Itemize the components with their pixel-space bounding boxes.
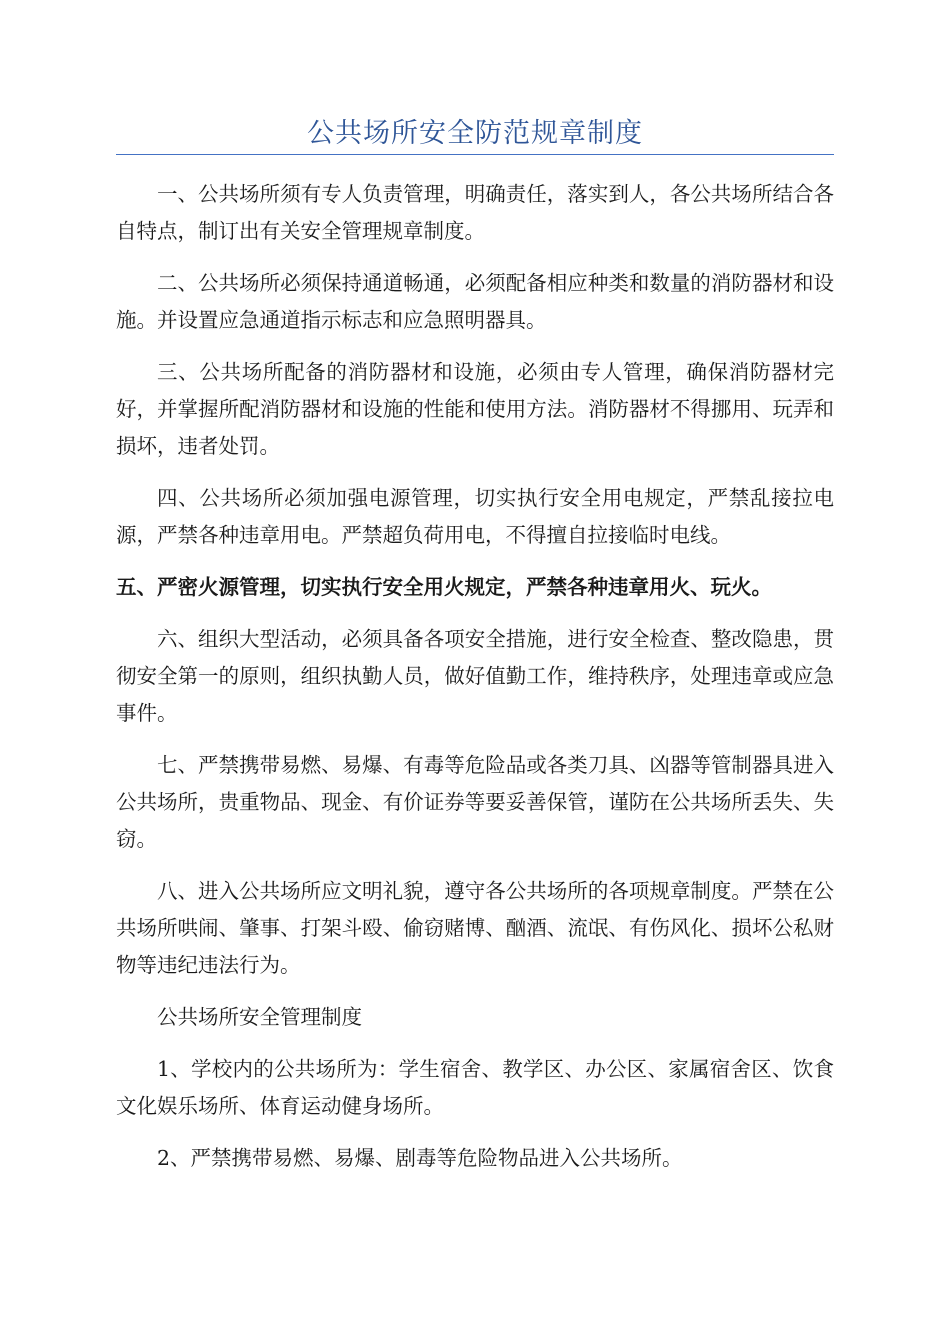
document-title: 公共场所安全防范规章制度 xyxy=(307,118,643,149)
section-heading: 公共场所安全管理制度 xyxy=(157,1005,362,1029)
paragraph-7: 七、严禁携带易燃、易爆、有毒等危险品或各类刀具、凶器等管制器具进入公共场所，贵重物品、现金、有价证券等要妥善保管，谨防在公共场所丢失、失窃。 xyxy=(116,753,834,851)
paragraph-6: 六、组织大型活动，必须具备各项安全措施，进行安全检查、整改隐患，贯彻安全第一的原则，组织执勤人员，做好值勤工作，维持秩序，处理违章或应急事件。 xyxy=(116,627,834,725)
rule-item-2: 2、严禁携带易燃、易爆、剧毒等危险物品进入公共场所。 xyxy=(157,1146,683,1170)
paragraph-4: 四、公共场所必须加强电源管理，切实执行安全用电规定，严禁乱接拉电源，严禁各种违章用电。严禁超负荷用电，不得擅自拉接临时电线。 xyxy=(116,486,834,547)
paragraph-3: 三、公共场所配备的消防器材和设施，必须由专人管理，确保消防器材完好，并掌握所配消防器材和设施的性能和使用方法。消防器材不得挪用、玩弄和损坏，违者处罚。 xyxy=(116,360,834,458)
document-body xyxy=(116,176,834,1192)
title-underline xyxy=(116,154,834,155)
paragraph-2: 二、公共场所必须保持通道畅通，必须配备相应种类和数量的消防器材和设施。并设置应急通道指示标志和应急照明器具。 xyxy=(116,271,834,332)
paragraph-8: 八、进入公共场所应文明礼貌，遵守各公共场所的各项规章制度。严禁在公共场所哄闹、肇事、打架斗殴、偷窃赌博、酗酒、流氓、有伤风化、损坏公私财物等违纪违法行为。 xyxy=(116,879,834,977)
paragraph-1: 一、公共场所须有专人负责管理，明确责任，落实到人，各公共场所结合各自特点，制订出有关安全管理规章制度。 xyxy=(116,182,834,243)
rule-item-1: 1、学校内的公共场所为：学生宿舍、教学区、办公区、家属宿舍区、饮食文化娱乐场所、体育运动健身场所。 xyxy=(116,1057,834,1118)
paragraph-5-bold: 五、严密火源管理，切实执行安全用火规定，严禁各种违章用火、玩火。 xyxy=(116,575,772,599)
